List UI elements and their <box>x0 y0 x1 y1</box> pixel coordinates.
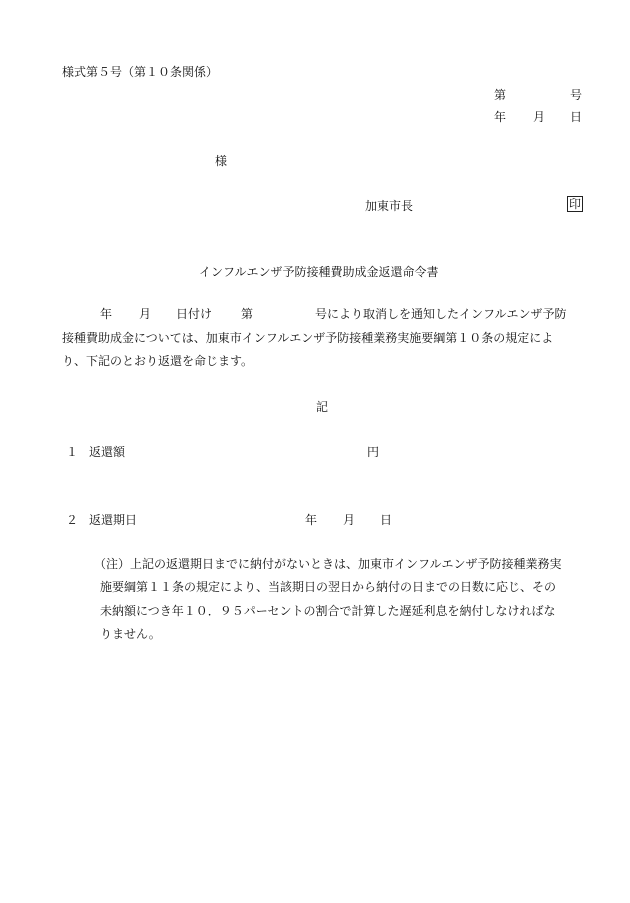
body-date-year: 年 <box>100 307 113 321</box>
body-dai: 第 <box>241 307 254 321</box>
date-year: 年 <box>494 110 507 124</box>
body-date-month: 月 <box>139 307 152 321</box>
item-2-month: 月 <box>343 513 356 527</box>
issuer-title: 加東市長 <box>365 199 414 213</box>
addressee-sama: 様 <box>215 154 228 168</box>
item-1-unit: 円 <box>367 445 380 459</box>
reference-dai: 第 <box>494 88 507 102</box>
body-line2: 接種費助成金については、加東市インフルエンザ予防接種業務実施要綱第１０条の規定によ <box>62 331 554 345</box>
body-date-dukke: 日付け <box>176 307 213 321</box>
reference-go: 号 <box>570 88 583 102</box>
date-month: 月 <box>533 110 546 124</box>
item-2-year: 年 <box>305 513 318 527</box>
note-line-1: （注）上記の返還期日までに納付がないときは、加東市インフルエンザ予防接種業務実 <box>94 557 562 571</box>
ki-heading: 記 <box>316 400 329 414</box>
item-2-day: 日 <box>380 513 393 527</box>
seal-mark <box>567 196 583 212</box>
seal-stamp-box: 印 <box>569 197 582 211</box>
note-line-2: 施要綱第１１条の規定により、当該期日の翌日から納付の日までの日数に応じ、その <box>100 580 557 594</box>
form-label: 様式第５号（第１０条関係） <box>62 65 219 79</box>
body-line3: り、下記のとおり返還を命じます。 <box>62 354 254 368</box>
note-line-4: りません。 <box>100 627 161 641</box>
date-day: 日 <box>570 110 583 124</box>
item-2-number: ２ <box>66 513 79 527</box>
document-title: インフルエンザ予防接種費助成金返還命令書 <box>199 265 439 279</box>
body-line1-rest: 号により取消しを通知したインフルエンザ予防 <box>315 307 567 321</box>
item-1-number: １ <box>66 445 79 459</box>
item-2-label: 返還期日 <box>89 513 138 527</box>
note-line-3: 未納額につき年１０．９５パーセントの割合で計算した遅延利息を納付しなければな <box>100 604 556 618</box>
item-1-label: 返還額 <box>89 445 126 459</box>
